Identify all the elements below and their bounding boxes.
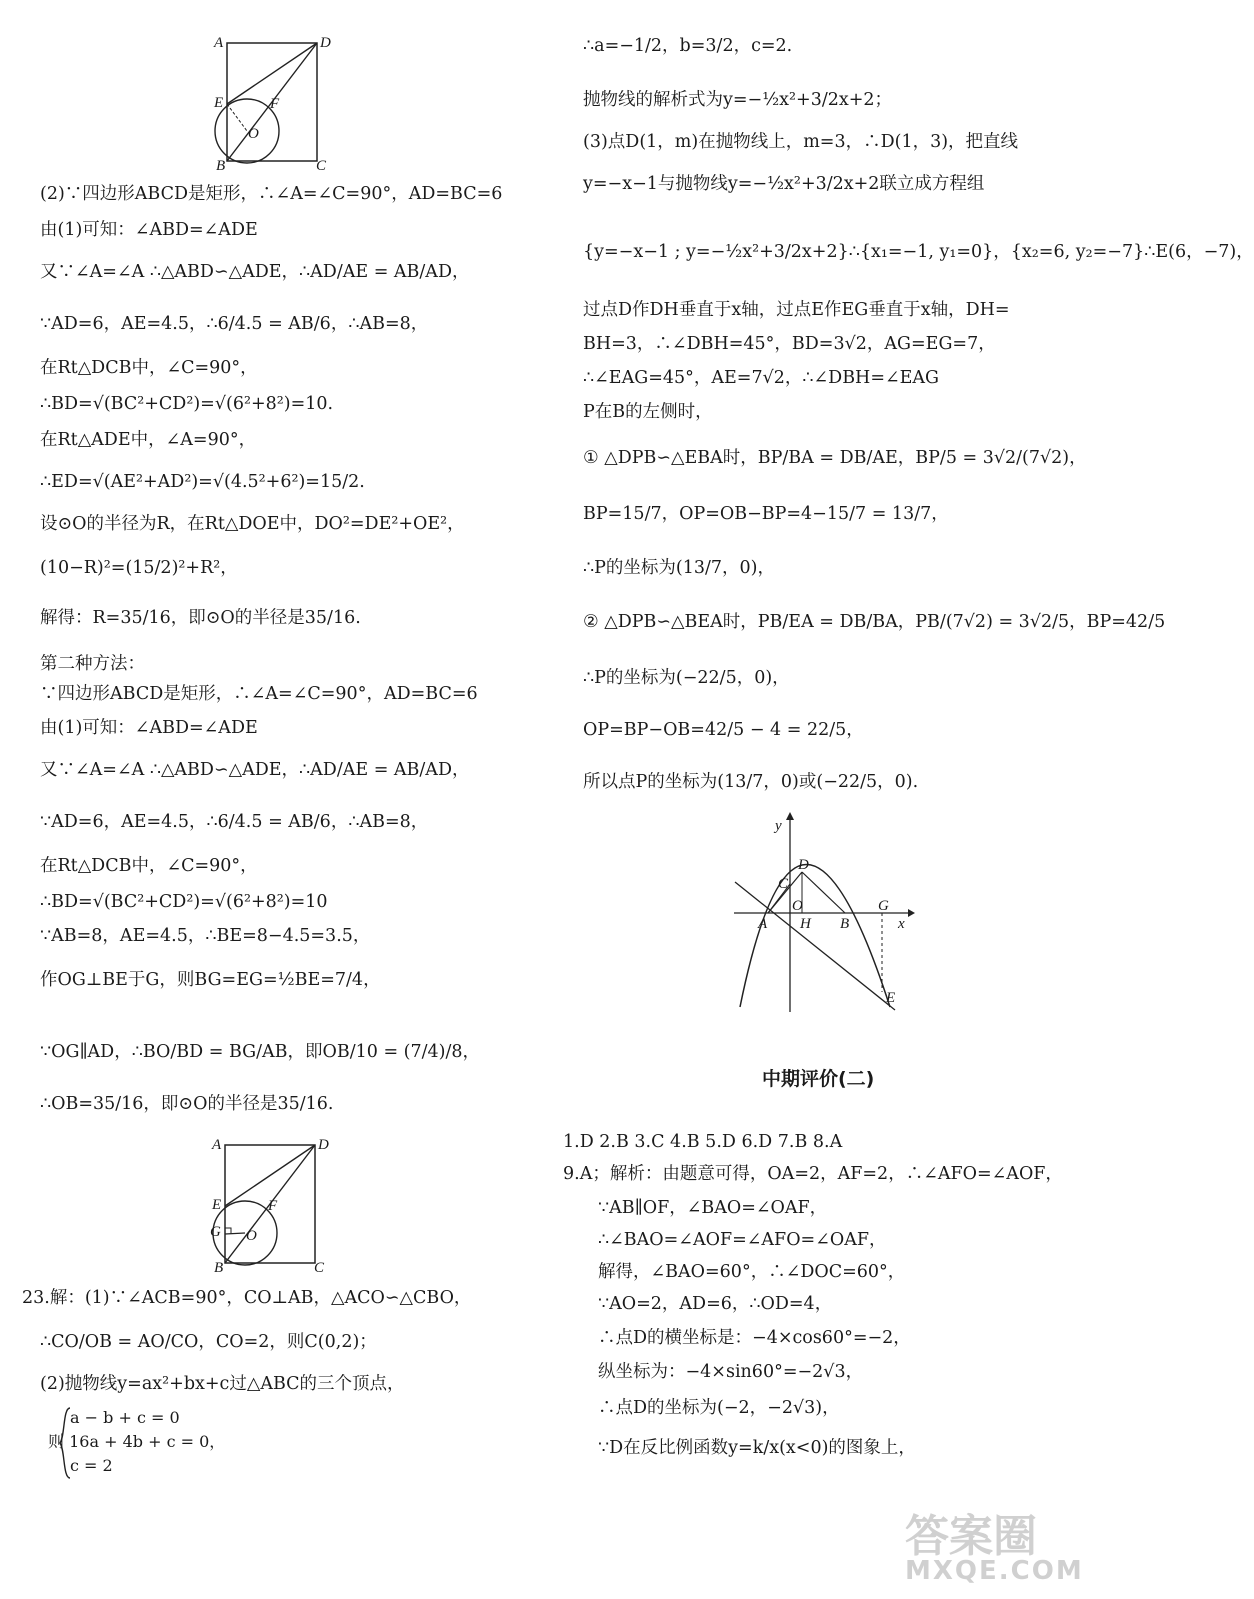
label-o-2: O — [246, 1228, 257, 1244]
label-b-2: B — [214, 1260, 224, 1276]
section-title: 中期评价(二) — [762, 1068, 875, 1090]
label-c: C — [316, 158, 327, 174]
x-axis-arrow — [908, 909, 915, 917]
solution-line-2: ∵AB∥OF，∠BAO=∠OAF， — [598, 1198, 828, 1218]
watermark-url: MXQE.COM — [905, 1556, 1084, 1586]
label-e-2: E — [212, 1197, 222, 1213]
graph-label-g: G — [878, 898, 889, 914]
geometry-figure-1 — [200, 30, 350, 175]
left-line-10: (10−R)²=(15/2)²+R²， — [40, 558, 238, 578]
segment-db — [802, 872, 845, 913]
left-line-20: 作OG⊥BE于G，则BG=EG=½BE=7/4， — [40, 970, 381, 990]
left-line-4: ∵AD=6，AE=4.5，∴6/4.5 = AB/6，∴AB=8， — [40, 314, 429, 334]
answers-line: 1.D 2.B 3.C 4.B 5.D 6.D 7.B 8.A — [563, 1132, 843, 1152]
graph-label-c: C — [778, 876, 789, 892]
label-a: A — [214, 35, 224, 51]
solution-line-8: ∴点D的坐标为(−2，−2√3)， — [598, 1398, 840, 1418]
graph-label-e: E — [886, 990, 896, 1006]
label-e: E — [214, 95, 224, 111]
left-line-19: ∵AB=8，AE=4.5，∴BE=8−4.5=3.5， — [40, 926, 371, 946]
left-line-3: 又∵∠A=∠A ∴△ABD∽△ADE，∴AD/AE = AB/AD， — [40, 262, 470, 282]
left-line-7: 在Rt△ADE中，∠A=90°， — [40, 430, 257, 450]
left-line-24: ∴CO/OB = AO/CO，CO=2，则C(0,2)； — [40, 1332, 377, 1352]
left-line-27: 则 16a + 4b + c = 0， — [48, 1432, 226, 1451]
right-line-12: ∴P的坐标为(13/7，0)， — [583, 558, 775, 578]
brace-system — [58, 1406, 72, 1480]
right-line-6: 过点D作DH垂直于x轴，过点E作EG垂直于x轴，DH= — [583, 300, 1010, 320]
left-line-18: ∴BD=√(BC²+CD²)=√(6²+8²)=10 — [40, 892, 328, 912]
right-line-3: (3)点D(1，m)在抛物线上，m=3，∴D(1，3)，把直线 — [583, 132, 1019, 152]
label-f-2: F — [268, 1198, 278, 1214]
solution-line-3: ∴∠BAO=∠AOF=∠AFO=∠OAF， — [598, 1230, 887, 1250]
parabola-graph — [730, 812, 915, 1017]
right-line-7: BH=3，∴∠DBH=45°，BD=3√2，AG=EG=7， — [583, 334, 996, 354]
left-line-25: (2)抛物线y=ax²+bx+c过△ABC的三个顶点， — [40, 1374, 405, 1394]
graph-label-y: y — [775, 818, 782, 834]
right-line-11: BP=15/7，OP=OB−BP=4−15/7 = 13/7， — [583, 504, 949, 524]
solution-line-1: 9.A；解析：由题意可得，OA=2，AF=2，∴∠AFO=∠AOF， — [563, 1164, 1063, 1184]
right-line-5: {y=−x−1 ; y=−½x²+3/2x+2}∴{x₁=−1, y₁=0}，{x₂=6, y₂=−7}∴E(6，−7)， — [583, 242, 1254, 262]
segment-og — [225, 1233, 245, 1234]
left-line-15: 又∵∠A=∠A ∴△ABD∽△ADE，∴AD/AE = AB/AD， — [40, 760, 470, 780]
left-line-11: 解得：R=35/16，即⊙O的半径是35/16. — [40, 608, 361, 628]
y-axis-arrow — [786, 812, 794, 820]
solution-line-5: ∵AO=2，AD=6，∴OD=4， — [598, 1294, 833, 1314]
solution-line-6: ∴点D的横坐标是：−4×cos60°=−2， — [598, 1328, 911, 1348]
right-line-4: y=−x−1与抛物线y=−½x²+3/2x+2联立成方程组 — [583, 174, 985, 194]
left-line-2: 由(1)可知：∠ABD=∠ADE — [40, 220, 258, 240]
segment-ed-2 — [225, 1145, 315, 1206]
right-line-2: 抛物线的解析式为y=−½x²+3/2x+2； — [583, 90, 893, 110]
left-line-13: ∵四边形ABCD是矩形，∴∠A=∠C=90°，AD=BC=6 — [40, 684, 478, 704]
solution-line-7: 纵坐标为：−4×sin60°=−2√3， — [598, 1362, 864, 1382]
label-c-2: C — [314, 1260, 325, 1276]
label-d: D — [320, 35, 331, 51]
left-line-22: ∴OB=35/16，即⊙O的半径是35/16. — [40, 1094, 334, 1114]
parabola-curve — [740, 865, 890, 1008]
left-line-14: 由(1)可知：∠ABD=∠ADE — [40, 718, 258, 738]
segment-eo — [227, 104, 247, 131]
left-line-28: c = 2 — [70, 1456, 113, 1475]
left-line-16: ∵AD=6，AE=4.5，∴6/4.5 = AB/6，∴AB=8， — [40, 812, 429, 832]
graph-label-b: B — [840, 916, 850, 932]
graph-label-h: H — [800, 916, 811, 932]
left-line-6: ∴BD=√(BC²+CD²)=√(6²+8²)=10. — [40, 394, 334, 414]
left-line-26: a − b + c = 0 — [70, 1408, 180, 1427]
right-line-8: ∴∠EAG=45°，AE=7√2，∴∠DBH=∠EAG — [583, 368, 940, 388]
solution-line-4: 解得，∠BAO=60°，∴∠DOC=60°， — [598, 1262, 906, 1282]
label-b: B — [216, 158, 226, 174]
solution-line-9: ∵D在反比例函数y=k/x(x<0)的图象上， — [598, 1438, 916, 1458]
segment-ed — [227, 43, 317, 104]
label-d-2: D — [318, 1137, 329, 1153]
line-ae — [735, 882, 895, 1010]
right-line-13: ② △DPB∽△BEA时，PB/EA = DB/BA，PB/(7√2) = 3√2/5，BP=42/5 — [583, 612, 1166, 632]
right-line-14: ∴P的坐标为(−22/5，0)， — [583, 668, 790, 688]
watermark-logo: 答案圈 — [905, 1511, 1037, 1562]
right-line-10: ① △DPB∽△EBA时，BP/BA = DB/AE，BP/5 = 3√2/(7√2)， — [583, 448, 1087, 468]
left-line-8: ∴ED=√(AE²+AD²)=√(4.5²+6²)=15/2. — [40, 472, 365, 492]
right-line-9: P在B的左侧时， — [583, 402, 713, 422]
geometry-figure-2 — [198, 1132, 348, 1277]
right-line-15: OP=BP−OB=42/5 − 4 = 22/5， — [583, 720, 864, 740]
left-line-23: 23.解：(1)∵∠ACB=90°，CO⊥AB，△ACO∽△CBO， — [22, 1288, 472, 1308]
left-line-17: 在Rt△DCB中，∠C=90°， — [40, 856, 258, 876]
left-line-9: 设⊙O的半径为R，在Rt△DOE中，DO²=DE²+OE²， — [40, 514, 465, 534]
graph-label-x: x — [898, 916, 905, 932]
graph-label-a: A — [758, 916, 768, 932]
left-line-1: (2)∵四边形ABCD是矩形，∴∠A=∠C=90°，AD=BC=6 — [40, 184, 503, 204]
right-line-16: 所以点P的坐标为(13/7，0)或(−22/5，0). — [583, 772, 919, 792]
graph-label-o: O — [792, 898, 803, 914]
left-line-12: 第二种方法： — [40, 654, 145, 674]
left-line-21: ∵OG∥AD，∴BO/BD = BG/AB，即OB/10 = (7/4)/8， — [40, 1042, 481, 1062]
left-line-5: 在Rt△DCB中，∠C=90°， — [40, 358, 258, 378]
right-line-1: ∴a=−1/2，b=3/2，c=2. — [583, 36, 793, 56]
graph-label-d: D — [798, 857, 809, 873]
label-f: F — [270, 96, 280, 112]
label-o: O — [248, 126, 259, 142]
label-g-2: G — [210, 1224, 221, 1240]
label-a-2: A — [212, 1137, 222, 1153]
right-angle-mark — [225, 1228, 231, 1234]
